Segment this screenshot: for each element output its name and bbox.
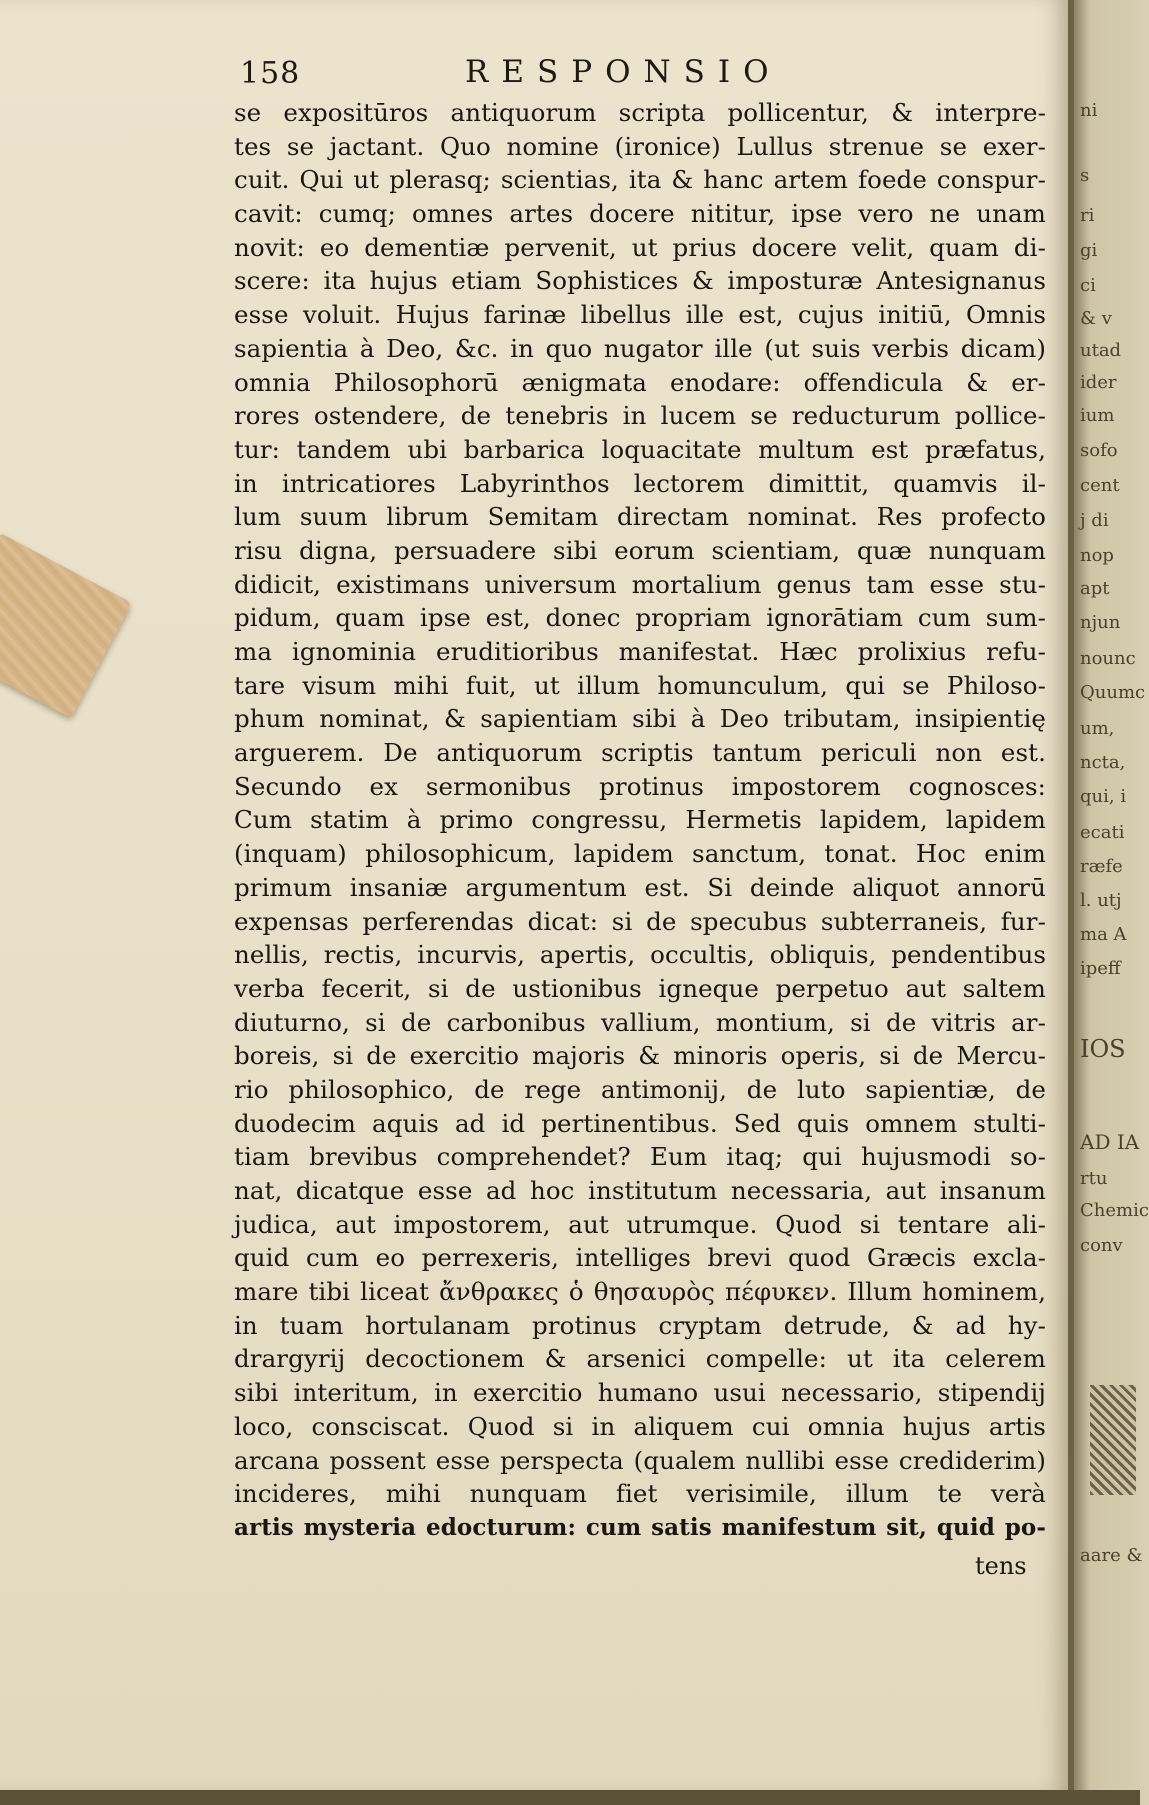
facing-page-fragment: nop	[1080, 545, 1114, 566]
text-line: tur: tandem ubi barbarica loquacitate multum est præfatus,	[234, 434, 1046, 464]
facing-page-edge	[1076, 0, 1149, 1790]
text-line: loco, consciscat. Quod si in aliquem cui omnia hujus artis	[234, 1411, 1046, 1441]
facing-page-fragment: j di	[1080, 510, 1109, 531]
text-line: novit: eo dementiæ pervenit, ut prius docere velit, quam di-	[234, 232, 1046, 262]
text-line: in intricatiores Labyrinthos lectorem dimittit, quamvis il-	[234, 468, 1046, 498]
text-line: rio philosophico, de rege antimonij, de luto sapientiæ, de	[234, 1074, 1046, 1104]
page-number: 158	[240, 56, 301, 91]
text-line: judica, aut impostorem, aut utrumque. Quod si tentare ali-	[234, 1209, 1046, 1239]
text-line: tiam brevibus comprehendet? Eum itaq; qui hujusmodi so-	[234, 1142, 1046, 1172]
facing-page-fragment: ma A	[1080, 924, 1127, 945]
text-line: tes se jactant. Quo nomine (ironice) Lullus strenue se exer-	[234, 131, 1046, 161]
running-head: RESPONSIO	[465, 54, 782, 90]
facing-page-fragment: ipeff	[1080, 958, 1121, 979]
text-line: duodecim aquis ad id pertinentibus. Sed quis omnem stulti-	[234, 1108, 1046, 1138]
text-line: rores ostendere, de tenebris in lucem se reducturum pollice-	[234, 401, 1046, 431]
text-line: Cum statim à primo congressu, Hermetis lapidem, lapidem	[234, 805, 1046, 835]
body-text	[234, 96, 1046, 1545]
text-line: tare visum mihi fuit, ut illum homunculum, qui se Philoso-	[234, 670, 1046, 700]
facing-page-fragment: nounc	[1080, 648, 1136, 669]
text-line: in tuam hortulanam protinus cryptam detrude, & ad hy-	[234, 1310, 1046, 1340]
text-line: boreis, si de exercitio majoris & minoris operis, si de Mercu-	[234, 1041, 1046, 1071]
facing-page-fragment: um,	[1080, 718, 1115, 739]
text-line: verba fecerit, si de ustionibus igneque perpetuo aut saltem	[234, 973, 1046, 1003]
text-line: scere: ita hujus etiam Sophistices & imposturæ Antesignanus	[234, 266, 1046, 296]
facing-page-fragment: ræfe	[1080, 856, 1123, 877]
text-line: arcana possent esse perspecta (qualem nullibi esse crediderim)	[234, 1445, 1046, 1475]
text-line: quid cum eo perrexeris, intelliges brevi quod Græcis excla-	[234, 1243, 1046, 1273]
facing-page-fragment: ni	[1080, 100, 1098, 121]
facing-page-fragment: ci	[1080, 275, 1096, 296]
facing-page-fragment: apt	[1080, 578, 1110, 599]
text-line: se expositūros antiquorum scripta pollicentur, & interpre-	[234, 98, 1046, 127]
facing-page-fragment: gi	[1080, 240, 1098, 261]
facing-page-fragment: conv	[1080, 1235, 1123, 1256]
text-line: phum nominat, & sapientiam sibi à Deo tributam, insipientię	[234, 704, 1046, 734]
decorative-initial-icon	[1090, 1385, 1136, 1495]
text-line: diuturno, si de carbonibus vallium, montium, si de vitris ar-	[234, 1007, 1046, 1037]
text-line: (inquam) philosophicum, lapidem sanctum, tonat. Hoc enim	[234, 839, 1046, 869]
text-line: pidum, quam ipse est, donec propriam ignorātiam cum sum-	[234, 603, 1046, 633]
facing-page-fragment: Chemic	[1080, 1200, 1149, 1221]
facing-page-fragment: ium	[1080, 405, 1115, 426]
text-line: artis mysteria edocturum: cum satis manifestum sit, quid po-	[234, 1513, 1046, 1541]
text-line: mare tibi liceat ἄνθρακες ὁ θησαυρὸς πέφυκεν. Illum hominem,	[234, 1277, 1046, 1307]
page-header	[240, 52, 800, 102]
facing-page-fragment: ider	[1080, 372, 1117, 393]
text-line: nellis, rectis, incurvis, apertis, occultis, obliquis, pendentibus	[234, 940, 1046, 970]
facing-page-fragment: aare &	[1080, 1545, 1143, 1566]
facing-page-fragment: utad	[1080, 340, 1122, 361]
text-line: risu digna, persuadere sibi eorum scientiam, quæ nunquam	[234, 535, 1046, 565]
text-line: didicit, existimans universum mortalium genus tam esse stu-	[234, 569, 1046, 599]
text-line: lum suum librum Semitam directam nominat. Res profecto	[234, 502, 1046, 532]
facing-page-fragment: ncta,	[1080, 752, 1126, 773]
text-line: ma ignominia eruditioribus manifestat. Hæc prolixius refu-	[234, 637, 1046, 666]
facing-page-fragment: Quumc	[1080, 682, 1146, 703]
text-line: primum insaniæ argumentum est. Si deinde aliquot annorū	[234, 872, 1046, 902]
facing-page-fragment: sofo	[1080, 440, 1118, 461]
facing-page-fragment: AD IA	[1080, 1130, 1140, 1154]
catchword: tens	[975, 1552, 1027, 1580]
text-line: omnia Philosophorū ænigmata enodare: offendicula & er-	[234, 367, 1046, 397]
facing-page-fragment: & v	[1080, 308, 1112, 329]
book-bottom-edge	[0, 1790, 1140, 1805]
facing-page-fragment: IOS	[1080, 1035, 1126, 1063]
text-line: nat, dicatque esse ad hoc institutum necessaria, aut insanum	[234, 1176, 1046, 1205]
facing-page-fragment: rtu	[1080, 1168, 1108, 1189]
text-line: Secundo ex sermonibus protinus impostorem cognosces:	[234, 771, 1046, 801]
text-line: arguerem. De antiquorum scriptis tantum periculi non est.	[234, 738, 1046, 768]
text-line: sapientia à Deo, &c. in quo nugator ille (ut suis verbis dicam)	[234, 333, 1046, 363]
text-line: esse voluit. Hujus farinæ libellus ille est, cujus initiū, Omnis	[234, 300, 1046, 330]
facing-page-fragment: s	[1080, 165, 1090, 186]
facing-page-fragment: qui, i	[1080, 786, 1127, 807]
text-line: drargyrij decoctionem & arsenici compelle: ut ita celerem	[234, 1344, 1046, 1374]
facing-page-fragment: ecati	[1080, 822, 1125, 843]
facing-page-fragment: l. utj	[1080, 890, 1122, 911]
page-gutter	[1068, 0, 1074, 1805]
text-line: incideres, mihi nunquam fiet verisimile, illum te verà	[234, 1479, 1046, 1509]
text-line: cavit: cumq; omnes artes docere nititur, ipse vero ne unam	[234, 199, 1046, 229]
text-line: expensas perferendas dicat: si de specubus subterraneis, fur-	[234, 906, 1046, 936]
facing-page-fragment: njun	[1080, 612, 1121, 633]
text-line: cuit. Qui ut plerasq; scientias, ita & hanc artem foede conspur-	[234, 165, 1046, 195]
facing-page-fragment: cent	[1080, 475, 1120, 496]
text-line: sibi interitum, in exercitio humano usui necessario, stipendij	[234, 1378, 1046, 1408]
facing-page-fragment: ri	[1080, 205, 1095, 226]
